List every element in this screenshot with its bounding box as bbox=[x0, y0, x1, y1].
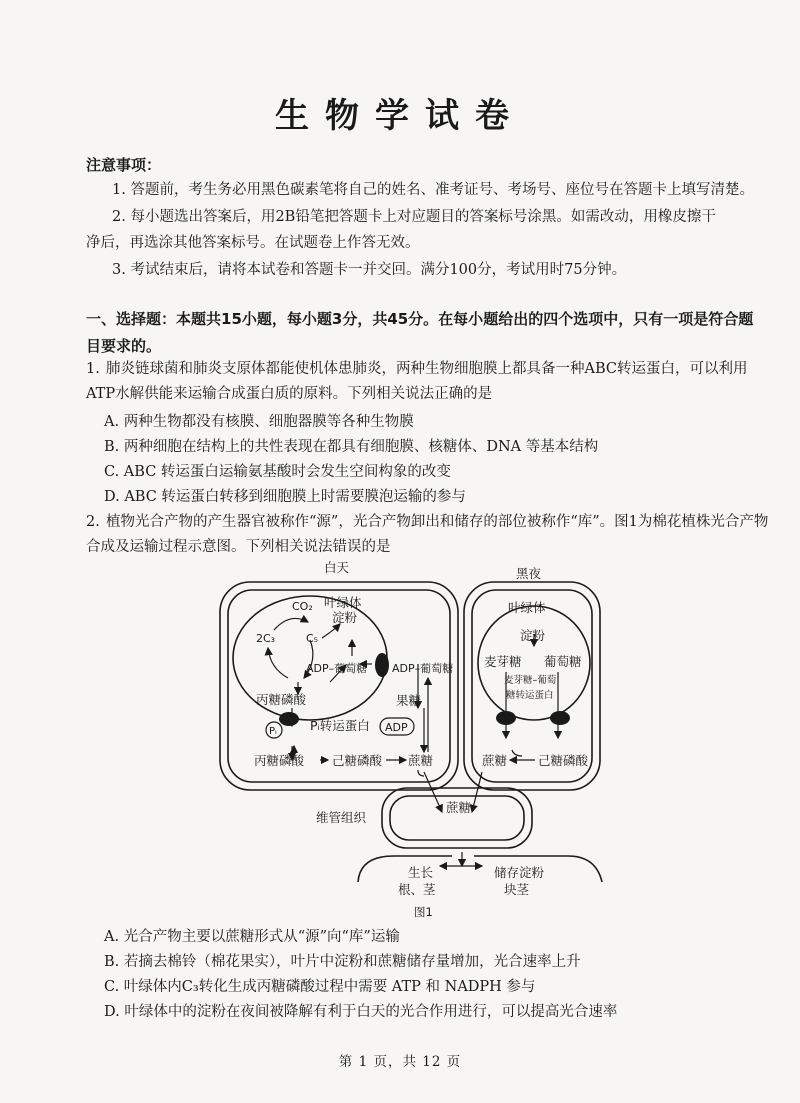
label-chloroplast-day: 叶绿体 bbox=[324, 595, 362, 610]
page-title: 生物学试卷 bbox=[275, 96, 525, 136]
label-c5: C₅ bbox=[306, 632, 319, 645]
label-maltose: 麦芽糖 bbox=[484, 654, 522, 669]
label-sucrose-day: 蔗糖 bbox=[408, 753, 434, 768]
label-c3: 2C₃ bbox=[256, 632, 276, 645]
night-transporter-right bbox=[550, 711, 570, 725]
label-adp-glucose-in: ADP–葡萄糖 bbox=[306, 662, 368, 675]
label-sucrose-vascular: 蔗糖 bbox=[446, 800, 472, 815]
question-number: 2. bbox=[86, 514, 100, 530]
label-growth: 生长 bbox=[408, 865, 434, 880]
label-pi-transporter: Pᵢ转运蛋白 bbox=[310, 718, 370, 733]
label-adp: ADP bbox=[385, 721, 408, 734]
question-2 bbox=[86, 510, 771, 560]
label-adp-glucose-out: ADP–葡萄糖 bbox=[392, 662, 454, 675]
label-fructose: 果糖 bbox=[396, 693, 422, 708]
option-c: C. 叶绿体内C₃转化生成丙糖磷酸过程中需要 ATP 和 NADPH 参与 bbox=[104, 979, 536, 995]
growth-organ-outline bbox=[358, 856, 452, 882]
label-vascular: 维管组织 bbox=[316, 810, 367, 825]
figure-1-diagram bbox=[210, 560, 610, 922]
night-curve bbox=[512, 750, 522, 756]
label-triose-in: 丙糖磷酸 bbox=[256, 692, 307, 707]
label-hexose-night: 己糖磷酸 bbox=[538, 753, 589, 768]
glucose-transporter bbox=[375, 653, 389, 677]
label-root-stem: 根、茎 bbox=[398, 882, 436, 897]
question-stem: 植物光合产物的产生器官被称作“源”，光合产物卸出和储存的部位被称作“库”。图1为棉花植株光合产物合成及运输过程示意图。下列相关说法错误的是 bbox=[86, 514, 769, 555]
option-a: A. 两种生物都没有核膜、细胞器膜等各种生物膜 bbox=[104, 414, 414, 430]
option-d: D. ABC 转运蛋白转移到细胞膜上时需要膜泡运输的参与 bbox=[104, 489, 466, 505]
notice-item: 3. 考试结束后，请将本试卷和答题卡一并交回。满分100分，考试用时75分钟。 bbox=[112, 262, 627, 278]
label-starch-night: 淀粉 bbox=[520, 628, 546, 643]
label-day: 白天 bbox=[324, 560, 350, 575]
arrow-c5 bbox=[322, 624, 340, 638]
option-b: B. 若摘去棉铃（棉花果实），叶片中淀粉和蔗糖储存量增加，光合速率上升 bbox=[104, 954, 581, 970]
option-c: C. ABC 转运蛋白运输氨基酸时会发生空间构象的改变 bbox=[104, 464, 451, 480]
cycle-arrow bbox=[268, 648, 288, 678]
question-stem: 肺炎链球菌和肺炎支原体都能使机体患肺炎，两种生物细胞膜上都具备一种ABC转运蛋白，可以利用ATP水解供能来运输合成蛋白质的原料。下列相关说法正确的是 bbox=[86, 361, 748, 402]
label-transporter-2: 糖转运蛋白 bbox=[506, 690, 554, 701]
label-starch-day: 淀粉 bbox=[332, 610, 358, 625]
notice-item: 1. 答题前，考生务必用黑色碳素笔将自己的姓名、准考证号、考场号、座位号在答题卡上填写清楚。 bbox=[112, 182, 754, 198]
label-sucrose-night: 蔗糖 bbox=[482, 753, 508, 768]
notice-heading: 注意事项： bbox=[86, 156, 162, 174]
label-night: 黑夜 bbox=[516, 566, 542, 581]
notice-item: 净后，再选涂其他答案标号。在试题卷上作答无效。 bbox=[86, 235, 420, 251]
label-triose-cyto: 丙糖磷酸 bbox=[254, 753, 305, 768]
question-1 bbox=[86, 357, 771, 407]
option-d: D. 叶绿体中的淀粉在夜间被降解有利于白天的光合作用进行，可以提高光合速率 bbox=[104, 1004, 618, 1020]
option-b: B. 两种细胞在结构上的共性表现在都具有细胞膜、核糖体、DNA 等基本结构 bbox=[104, 439, 599, 455]
cycle-arrow bbox=[274, 618, 308, 630]
label-transporter-1: 麦芽糖–葡萄 bbox=[504, 675, 557, 686]
page-footer: 第 1 页，共 12 页 bbox=[338, 1054, 462, 1070]
label-chloroplast-night: 叶绿体 bbox=[508, 600, 546, 615]
arrow-night-to-vascular bbox=[472, 772, 482, 812]
label-co2: CO₂ bbox=[292, 600, 313, 613]
label-pi: Pᵢ bbox=[269, 726, 277, 737]
figure-caption: 图1 bbox=[414, 905, 433, 919]
label-tuber: 块茎 bbox=[504, 882, 530, 897]
notice-item: 2. 每小题选出答案后，用2B铅笔把答题卡上对应题目的答案标号涂黑。如需改动，用橡皮擦干 bbox=[112, 209, 716, 225]
adp-link bbox=[418, 770, 424, 776]
section-heading: 一、选择题：本题共15小题，每小题3分，共45分。在每小题给出的四个选项中，只有一项是符合题目要求的。 bbox=[86, 310, 754, 355]
label-hexose-day: 己糖磷酸 bbox=[332, 753, 383, 768]
question-number: 1. bbox=[86, 361, 100, 377]
label-storage-starch: 储存淀粉 bbox=[494, 865, 545, 880]
label-glucose: 葡萄糖 bbox=[544, 654, 582, 669]
option-a: A. 光合产物主要以蔗糖形式从“源”向“库”运输 bbox=[104, 929, 400, 945]
pi-transporter bbox=[279, 712, 299, 726]
night-transporter-left bbox=[496, 711, 516, 725]
